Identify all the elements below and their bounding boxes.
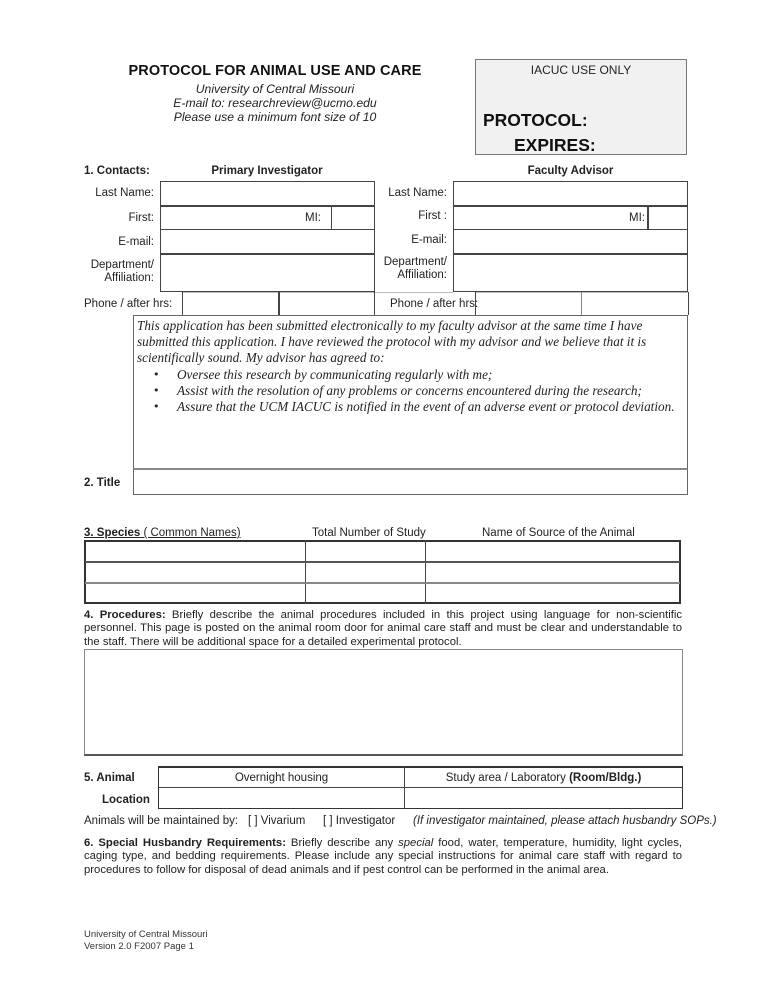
animal-location-label-line1: 5. Animal: [84, 772, 135, 784]
faculty-advisor-heading: Faculty Advisor: [527, 165, 614, 177]
statement-bullet-item: [153, 366, 683, 383]
husbandry-label: 6. Special Husbandry Requirements:: [84, 837, 286, 849]
pi-department-label-line1: Department/: [90, 259, 154, 271]
pi-department-label: [60, 259, 154, 285]
husbandry-text-italic: special: [398, 837, 434, 849]
species-row-2-name[interactable]: [86, 563, 304, 582]
procedures-text: Briefly describe the animal procedures included in this project using language for non-scientific personnel. This page is posted on the animal room door for animal care staff and must be clear and understandable to the staff. There will be additional space for a detailed experimental protocol.: [84, 609, 683, 648]
procedures-label: 4. Procedures:: [84, 609, 166, 621]
footer-university: University of Central Missouri: [84, 929, 208, 940]
vivarium-checkbox[interactable]: [ ] Vivarium: [248, 815, 306, 827]
investigator-checkbox[interactable]: [ ] Investigator: [323, 815, 396, 827]
iacuc-label: IACUC USE ONLY: [530, 63, 632, 77]
pi-last-name-field[interactable]: [161, 182, 374, 206]
husbandry-text: Briefly describe any: [285, 837, 399, 849]
total-number-column-header: Total Number of Study: [312, 527, 426, 539]
husbandry-instructions: [84, 837, 682, 877]
bullet-icon: •: [153, 400, 160, 414]
pi-first-name-field[interactable]: [161, 207, 321, 229]
fa-department-field[interactable]: [454, 255, 687, 291]
species-section-label: [84, 527, 241, 539]
fa-phone-label: Phone / after hrs:: [390, 298, 479, 310]
overnight-housing-header: Overnight housing: [234, 772, 329, 784]
study-area-header-text: Study area / Laboratory: [445, 772, 570, 784]
species-row-3-source[interactable]: [426, 584, 679, 602]
fa-department-label: [350, 256, 447, 282]
species-label-rest: ( Common Names): [140, 527, 241, 539]
maintained-by-label: Animals will be maintained by:: [84, 815, 239, 827]
husbandry-text-cont: food, water, temperature, humidity, light cycles, caging type, and bedding requirements. Please include any special instructions for animal care staff with regard to procedures to follow for disposal of dead animals and if pest control can be performed in the animal area.: [84, 837, 682, 876]
procedures-instructions: [84, 609, 682, 649]
bullet-icon: •: [153, 383, 160, 397]
husbandry-sop-note: (If investigator maintained, please attach husbandry SOPs.): [413, 815, 717, 827]
iacuc-use-only-box: [475, 59, 687, 155]
fa-mi-label: MI:: [629, 212, 645, 224]
pi-after-hours-field[interactable]: [281, 293, 373, 315]
species-row-1-total[interactable]: [306, 542, 424, 561]
fa-first-label: First :: [418, 210, 447, 222]
pi-first-label: First:: [128, 212, 154, 224]
page-footer: [84, 929, 208, 953]
procedures-field[interactable]: [84, 649, 683, 756]
pi-email-label: E-mail:: [118, 236, 154, 248]
submission-email: E-mail to: researchreview@ucmo.edu: [173, 96, 377, 110]
animal-location-label-line2: Location: [102, 794, 150, 806]
font-size-note: Please use a minimum font size of 10: [173, 110, 377, 124]
statement-bullet-text: Assist with the resolution of any problems or concerns encountered during the research;: [177, 382, 642, 398]
species-label-bold: 3. Species: [84, 527, 141, 539]
study-area-field[interactable]: [405, 788, 682, 808]
contacts-section-label: 1. Contacts:: [84, 165, 150, 177]
statement-bullet-item: [153, 399, 683, 415]
expires-label: EXPIRES:: [514, 135, 596, 155]
fa-last-name-field[interactable]: [454, 182, 687, 205]
species-row-1-source[interactable]: [426, 542, 679, 561]
title-field[interactable]: [133, 470, 688, 495]
pi-department-field[interactable]: [161, 255, 374, 291]
species-row-3-total[interactable]: [306, 584, 424, 602]
fa-department-label-line1: Department/: [383, 256, 447, 268]
statement-bullet-item: [153, 382, 683, 399]
study-area-header-bold: (Room/Bldg.): [569, 772, 642, 784]
pi-mi-label: MI:: [305, 212, 321, 224]
divider: [374, 292, 375, 315]
statement-bullet-text: Oversee this research by communicating regularly with me;: [177, 366, 493, 382]
pi-last-name-label: Last Name:: [95, 187, 154, 199]
overnight-housing-field[interactable]: [159, 788, 403, 808]
pi-phone-field[interactable]: [183, 293, 277, 315]
pi-department-label-line2: Affiliation:: [104, 272, 154, 284]
species-row-2-source[interactable]: [426, 563, 679, 582]
fa-department-label-line2: Affiliation:: [397, 269, 447, 281]
bullet-icon: •: [153, 367, 160, 381]
protocol-label: PROTOCOL:: [483, 110, 588, 130]
form-title: PROTOCOL FOR ANIMAL USE AND CARE: [128, 63, 422, 79]
fa-email-field[interactable]: [454, 230, 687, 253]
pi-email-field[interactable]: [161, 230, 374, 253]
fa-mi-field[interactable]: [650, 207, 687, 229]
source-column-header: Name of Source of the Animal: [482, 527, 635, 539]
statement-intro: This application has been submitted electronically to my faculty advisor at the same time I have submitted this application. I have reviewed the protocol with my advisor and we believe that it is scientifically sound. My advisor has agreed to:: [137, 318, 647, 366]
footer-version: Version 2.0 F2007 Page 1: [84, 941, 194, 952]
advisor-agreement-statement: [133, 315, 688, 470]
species-row-1-name[interactable]: [86, 542, 304, 561]
fa-last-name-label: Last Name:: [388, 187, 447, 199]
divider: [647, 206, 649, 230]
species-row-2-total[interactable]: [306, 563, 424, 582]
university-name: University of Central Missouri: [195, 82, 355, 96]
fa-email-label: E-mail:: [411, 234, 447, 246]
fa-first-name-field[interactable]: [454, 207, 644, 229]
title-section-label: 2. Title: [84, 477, 121, 489]
study-area-header: [405, 772, 682, 784]
primary-investigator-heading: Primary Investigator: [211, 165, 323, 177]
divider: [278, 292, 280, 315]
fa-phone-field[interactable]: [476, 293, 580, 315]
species-row-3-name[interactable]: [86, 584, 304, 602]
statement-bullet-text: Assure that the UCM IACUC is notified in the event of an adverse event or protocol deviation.: [177, 399, 675, 415]
divider: [688, 292, 689, 315]
fa-after-hours-field[interactable]: [582, 293, 687, 315]
statement-bullet-list: [137, 367, 683, 416]
pi-phone-label: Phone / after hrs:: [84, 298, 173, 310]
